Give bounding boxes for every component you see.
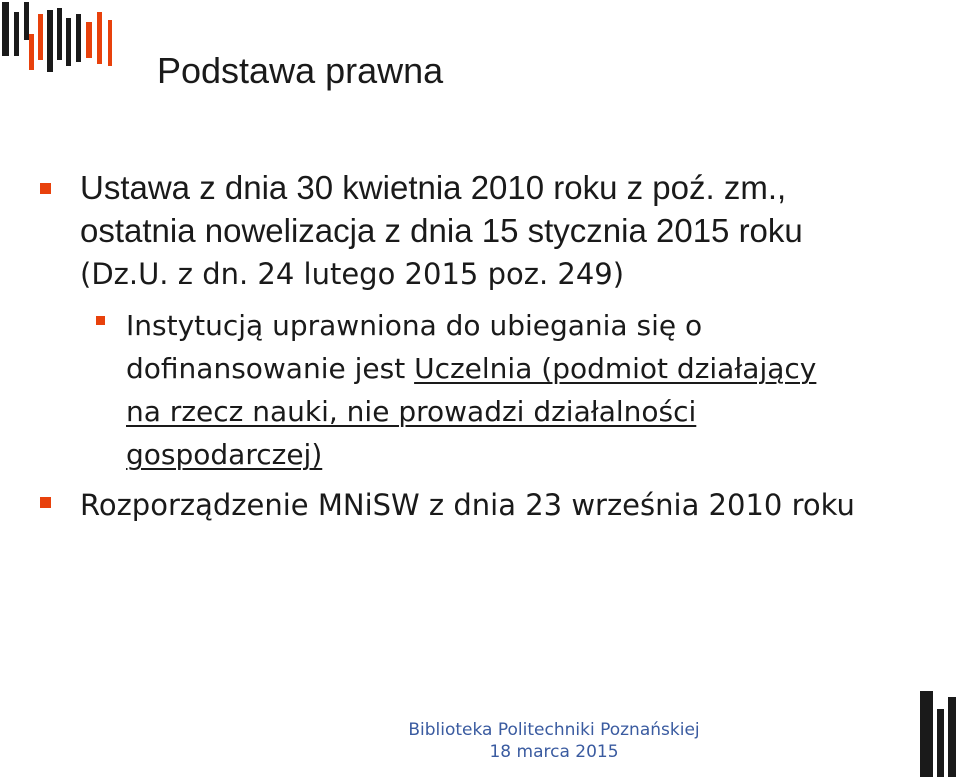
bullet-marker — [40, 497, 51, 508]
sub-bullet-line-2-underlined: Uczelnia (podmiot działający — [414, 352, 817, 385]
bullet-2-line-1: Rozporządzenie MNiSW z dnia 23 września 2010 roku — [80, 488, 855, 522]
logo-bars-icon — [0, 0, 130, 80]
sub-bullet-line-2 — [126, 347, 816, 390]
bullet-marker — [40, 183, 51, 194]
sub-bullet-line-2-plain: dofinansowanie jest — [126, 352, 415, 385]
slide-title: Podstawa prawna — [157, 50, 444, 91]
sub-bullet-line-1: Instytucją uprawniona do ubiegania się o — [126, 309, 703, 342]
sub-bullet-marker — [96, 316, 105, 325]
footer-library: Biblioteka Politechniki Poznańskiej — [408, 720, 700, 740]
corner-bars-icon — [920, 691, 960, 777]
sub-bullet-line-4: gospodarczej) — [126, 438, 323, 471]
bullet-1-line-3: (Dz.U. z dn. 24 lutego 2015 poz. 249) — [80, 257, 625, 291]
footer-date: 18 marca 2015 — [489, 742, 619, 762]
bullet-1-line-2: ostatnia nowelizacja z dnia 15 stycznia 2015 roku — [80, 212, 803, 249]
sub-bullet-line-3: na rzecz nauki, nie prowadzi działalności — [126, 395, 697, 428]
bullet-1-line-1: Ustawa z dnia 30 kwietnia 2010 roku z poź. zm., — [80, 169, 787, 206]
